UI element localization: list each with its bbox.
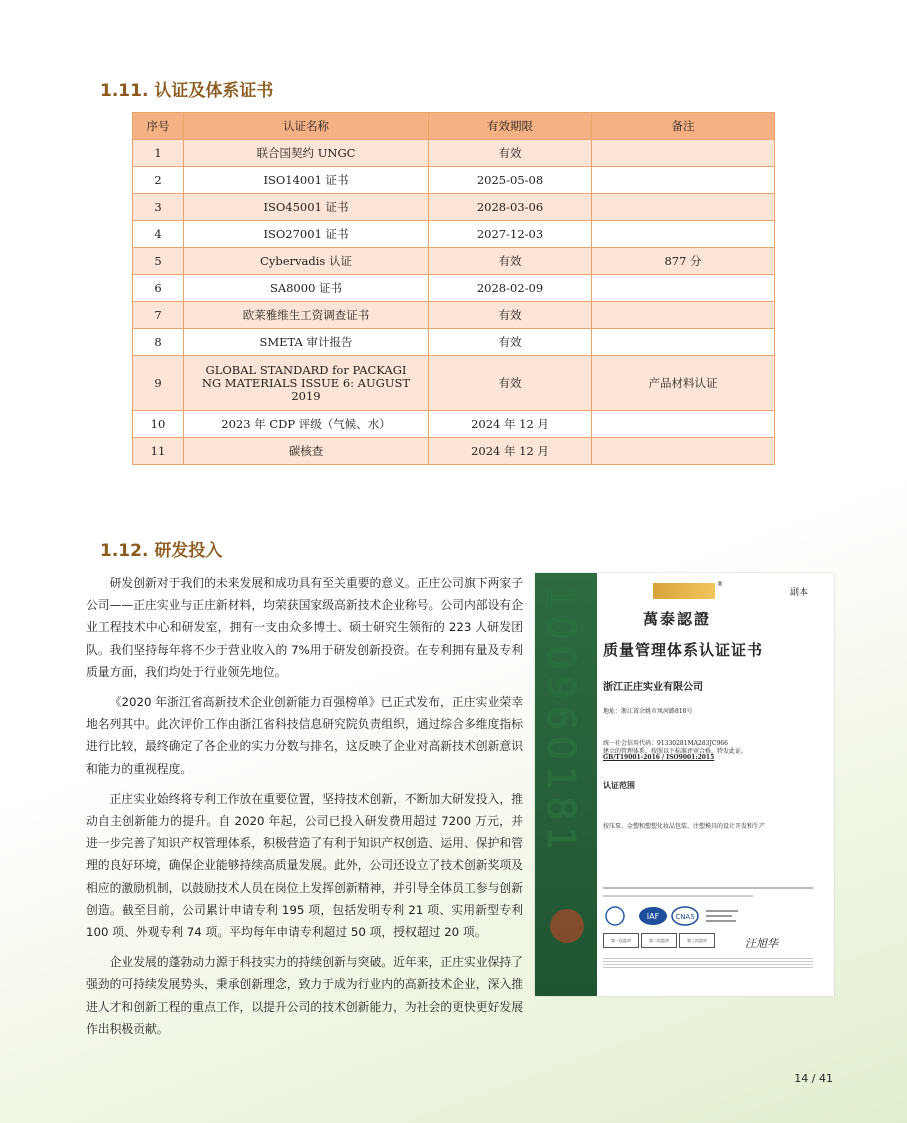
section-title-certification: 1.11. 认证及体系证书 xyxy=(100,81,274,101)
cell-remark xyxy=(592,302,775,329)
table-row xyxy=(133,194,775,221)
fine-print xyxy=(603,887,813,889)
cell-no: 10 xyxy=(133,411,184,438)
cell-remark: 877 分 xyxy=(592,248,775,275)
cell-validity: 有效 xyxy=(429,356,592,411)
cell-remark xyxy=(592,275,775,302)
fine-print xyxy=(603,958,813,970)
table-row xyxy=(133,275,775,302)
cell-name: SA8000 证书 xyxy=(184,275,429,302)
cell-name: 联合国契约 UNGC xyxy=(184,140,429,167)
signature: 汪旭华 xyxy=(745,937,778,950)
cell-validity: 有效 xyxy=(429,329,592,356)
table-row xyxy=(133,411,775,438)
table-row xyxy=(133,248,775,275)
certificate-credit-code: 统一社会信用代码：91330281MA283JC966 xyxy=(603,740,728,747)
cell-name: ISO27001 证书 xyxy=(184,221,429,248)
cell-validity: 有效 xyxy=(429,302,592,329)
cnas-label: CNAS xyxy=(675,913,695,921)
cell-name: ISO45001 证书 xyxy=(184,194,429,221)
cell-no: 3 xyxy=(133,194,184,221)
paragraph: 研发创新对于我们的未来发展和成功具有至关重要的意义。正庄公司旗下两家子公司——正庄实业与正庄新材料，均荣获国家级高新技术企业称号。公司内部设有企业工程技术中心和研发室，拥有一支由众多博士、硕士研究生领衔的 223 人研发团队。我们坚持每年将不少于营业收入的 7%用于研发创新投资。在专利拥有量及专利质量方面，我们均处于行业领先地位。 xyxy=(86,576,523,679)
cell-validity: 2025-05-08 xyxy=(429,167,592,194)
cell-no: 6 xyxy=(133,275,184,302)
cell-validity: 2024 年 12 月 xyxy=(429,438,592,465)
cell-name xyxy=(184,356,429,411)
cell-no: 1 xyxy=(133,140,184,167)
certificate-company: 浙江正庄实业有限公司 xyxy=(603,682,703,693)
col-header-validity: 有效期限 xyxy=(429,113,592,140)
cell-name: 2023 年 CDP 评级（气候、水） xyxy=(184,411,429,438)
cell-no: 11 xyxy=(133,438,184,465)
cell-validity: 有效 xyxy=(429,248,592,275)
cert-mark-icon xyxy=(606,907,624,925)
table-row xyxy=(133,221,775,248)
table-row xyxy=(133,302,775,329)
table-row xyxy=(133,438,775,465)
registered-mark: ® xyxy=(717,581,723,588)
table-header-row xyxy=(133,113,775,140)
rd-body-text xyxy=(86,572,523,1048)
fine-print xyxy=(603,895,753,897)
cell-remark: 产品材料认证 xyxy=(592,356,775,411)
wt-logo-icon xyxy=(653,583,715,599)
certificate-standard: GB/T19001-2016 / ISO9001:2015 xyxy=(603,754,715,761)
cell-no: 7 xyxy=(133,302,184,329)
iaf-label: IAF xyxy=(646,912,660,921)
paragraph: 企业发展的蓬勃动力源于科技实力的持续创新与突破。近年来，正庄实业保持了强劲的可持续发展势头，秉承创新理念，致力于成为行业内的高新技术企业，深入推进人才和创新工程的重点工作，以提升公司的技术创新能力，为社会的更快更好发展作出积极贡献。 xyxy=(86,955,523,1036)
cell-remark xyxy=(592,221,775,248)
cell-no: 4 xyxy=(133,221,184,248)
stamp-box: 第一次监审 xyxy=(603,933,639,948)
page-number: 14 / 41 xyxy=(794,1072,833,1085)
table-row xyxy=(133,167,775,194)
col-header-no: 序号 xyxy=(133,113,184,140)
table-row xyxy=(133,356,775,411)
cell-remark xyxy=(592,329,775,356)
accreditation-logos xyxy=(603,905,743,927)
cell-validity: 有效 xyxy=(429,140,592,167)
stamp-box: 第三次监审 xyxy=(679,933,715,948)
certification-table xyxy=(132,112,775,465)
cell-remark xyxy=(592,140,775,167)
cell-remark xyxy=(592,438,775,465)
cell-no: 8 xyxy=(133,329,184,356)
certificate-band-number: 100960181 xyxy=(539,585,583,857)
cell-no: 9 xyxy=(133,356,184,411)
cell-name: 碳核查 xyxy=(184,438,429,465)
cell-name: ISO14001 证书 xyxy=(184,167,429,194)
col-header-name: 认证名称 xyxy=(184,113,429,140)
cell-validity: 2027-12-03 xyxy=(429,221,592,248)
certificate-standard-note: 建立的管理体系，按照以下标准评审合格，特发此证。 xyxy=(603,748,748,755)
cell-no: 5 xyxy=(133,248,184,275)
cell-validity: 2028-02-09 xyxy=(429,275,592,302)
cell-remark xyxy=(592,411,775,438)
certifier-brand: 萬泰認證 xyxy=(643,610,712,628)
cell-validity: 2024 年 12 月 xyxy=(429,411,592,438)
certificate-address: 地址：浙江省余姚市凤河路818号 xyxy=(603,708,693,715)
cell-name: SMETA 审计报告 xyxy=(184,329,429,356)
paragraph: 《2020 年浙江省高新技术企业创新能力百强榜单》已正式发布，正庄实业荣幸地名列其中。此次评价工作由浙江省科技信息研究院负责组织，通过综合多维度指标进行比较，最终确定了各企业的实力分数与排名，这反映了企业对高新技术创新意识和能力的重视程度。 xyxy=(86,695,523,776)
section-title-rd: 1.12. 研发投入 xyxy=(100,541,223,561)
cell-no: 2 xyxy=(133,167,184,194)
band-seal-icon xyxy=(550,909,584,943)
certificate-title: 质量管理体系认证证书 xyxy=(603,641,764,659)
cell-validity: 2028-03-06 xyxy=(429,194,592,221)
paragraph: 正庄实业始终将专利工作放在重要位置，坚持技术创新，不断加大研发投入，推动自主创新能力的提升。自 2020 年起，公司已投入研发费用超过 7200 万元，并进一步完善了知识产权管理体系，积极营造了有利于知识产权创造、运用、保护和管理的良好环境，确保企业能够持续高质量发展。此外，公司还设立了技术创新奖项及相应的激励机制，以鼓励技术人员在岗位上发挥创新精神，并引导全体员工参与创新创造。截至目前，公司累计申请专利 195 项，包括发明专利 21 项、实用新型专利 100 项、外观专利 74 项。平均每年申请专利超过 50 项，授权超过 20 项。 xyxy=(86,791,523,940)
table-row xyxy=(133,140,775,167)
cell-name-text: GLOBAL STANDARD for PACKAGING MATERIALS ISSUE 6: AUGUST 2019 xyxy=(201,362,411,403)
cell-name: Cybervadis 认证 xyxy=(184,248,429,275)
cell-remark xyxy=(592,167,775,194)
table-row xyxy=(133,329,775,356)
copy-label: 副本 xyxy=(790,588,809,598)
cell-name: 欧莱雅维生工资调查证书 xyxy=(184,302,429,329)
stamp-box: 第二次监审 xyxy=(641,933,677,948)
certificate-scope-label: 认证范围 xyxy=(603,780,635,790)
certificate-scope-text: 按压泵、金塑和塑塑化妆品包装、注塑模具的设计开发和生产 xyxy=(603,823,766,830)
col-header-remark: 备注 xyxy=(592,113,775,140)
cell-remark xyxy=(592,194,775,221)
quality-certificate-image xyxy=(535,573,834,996)
